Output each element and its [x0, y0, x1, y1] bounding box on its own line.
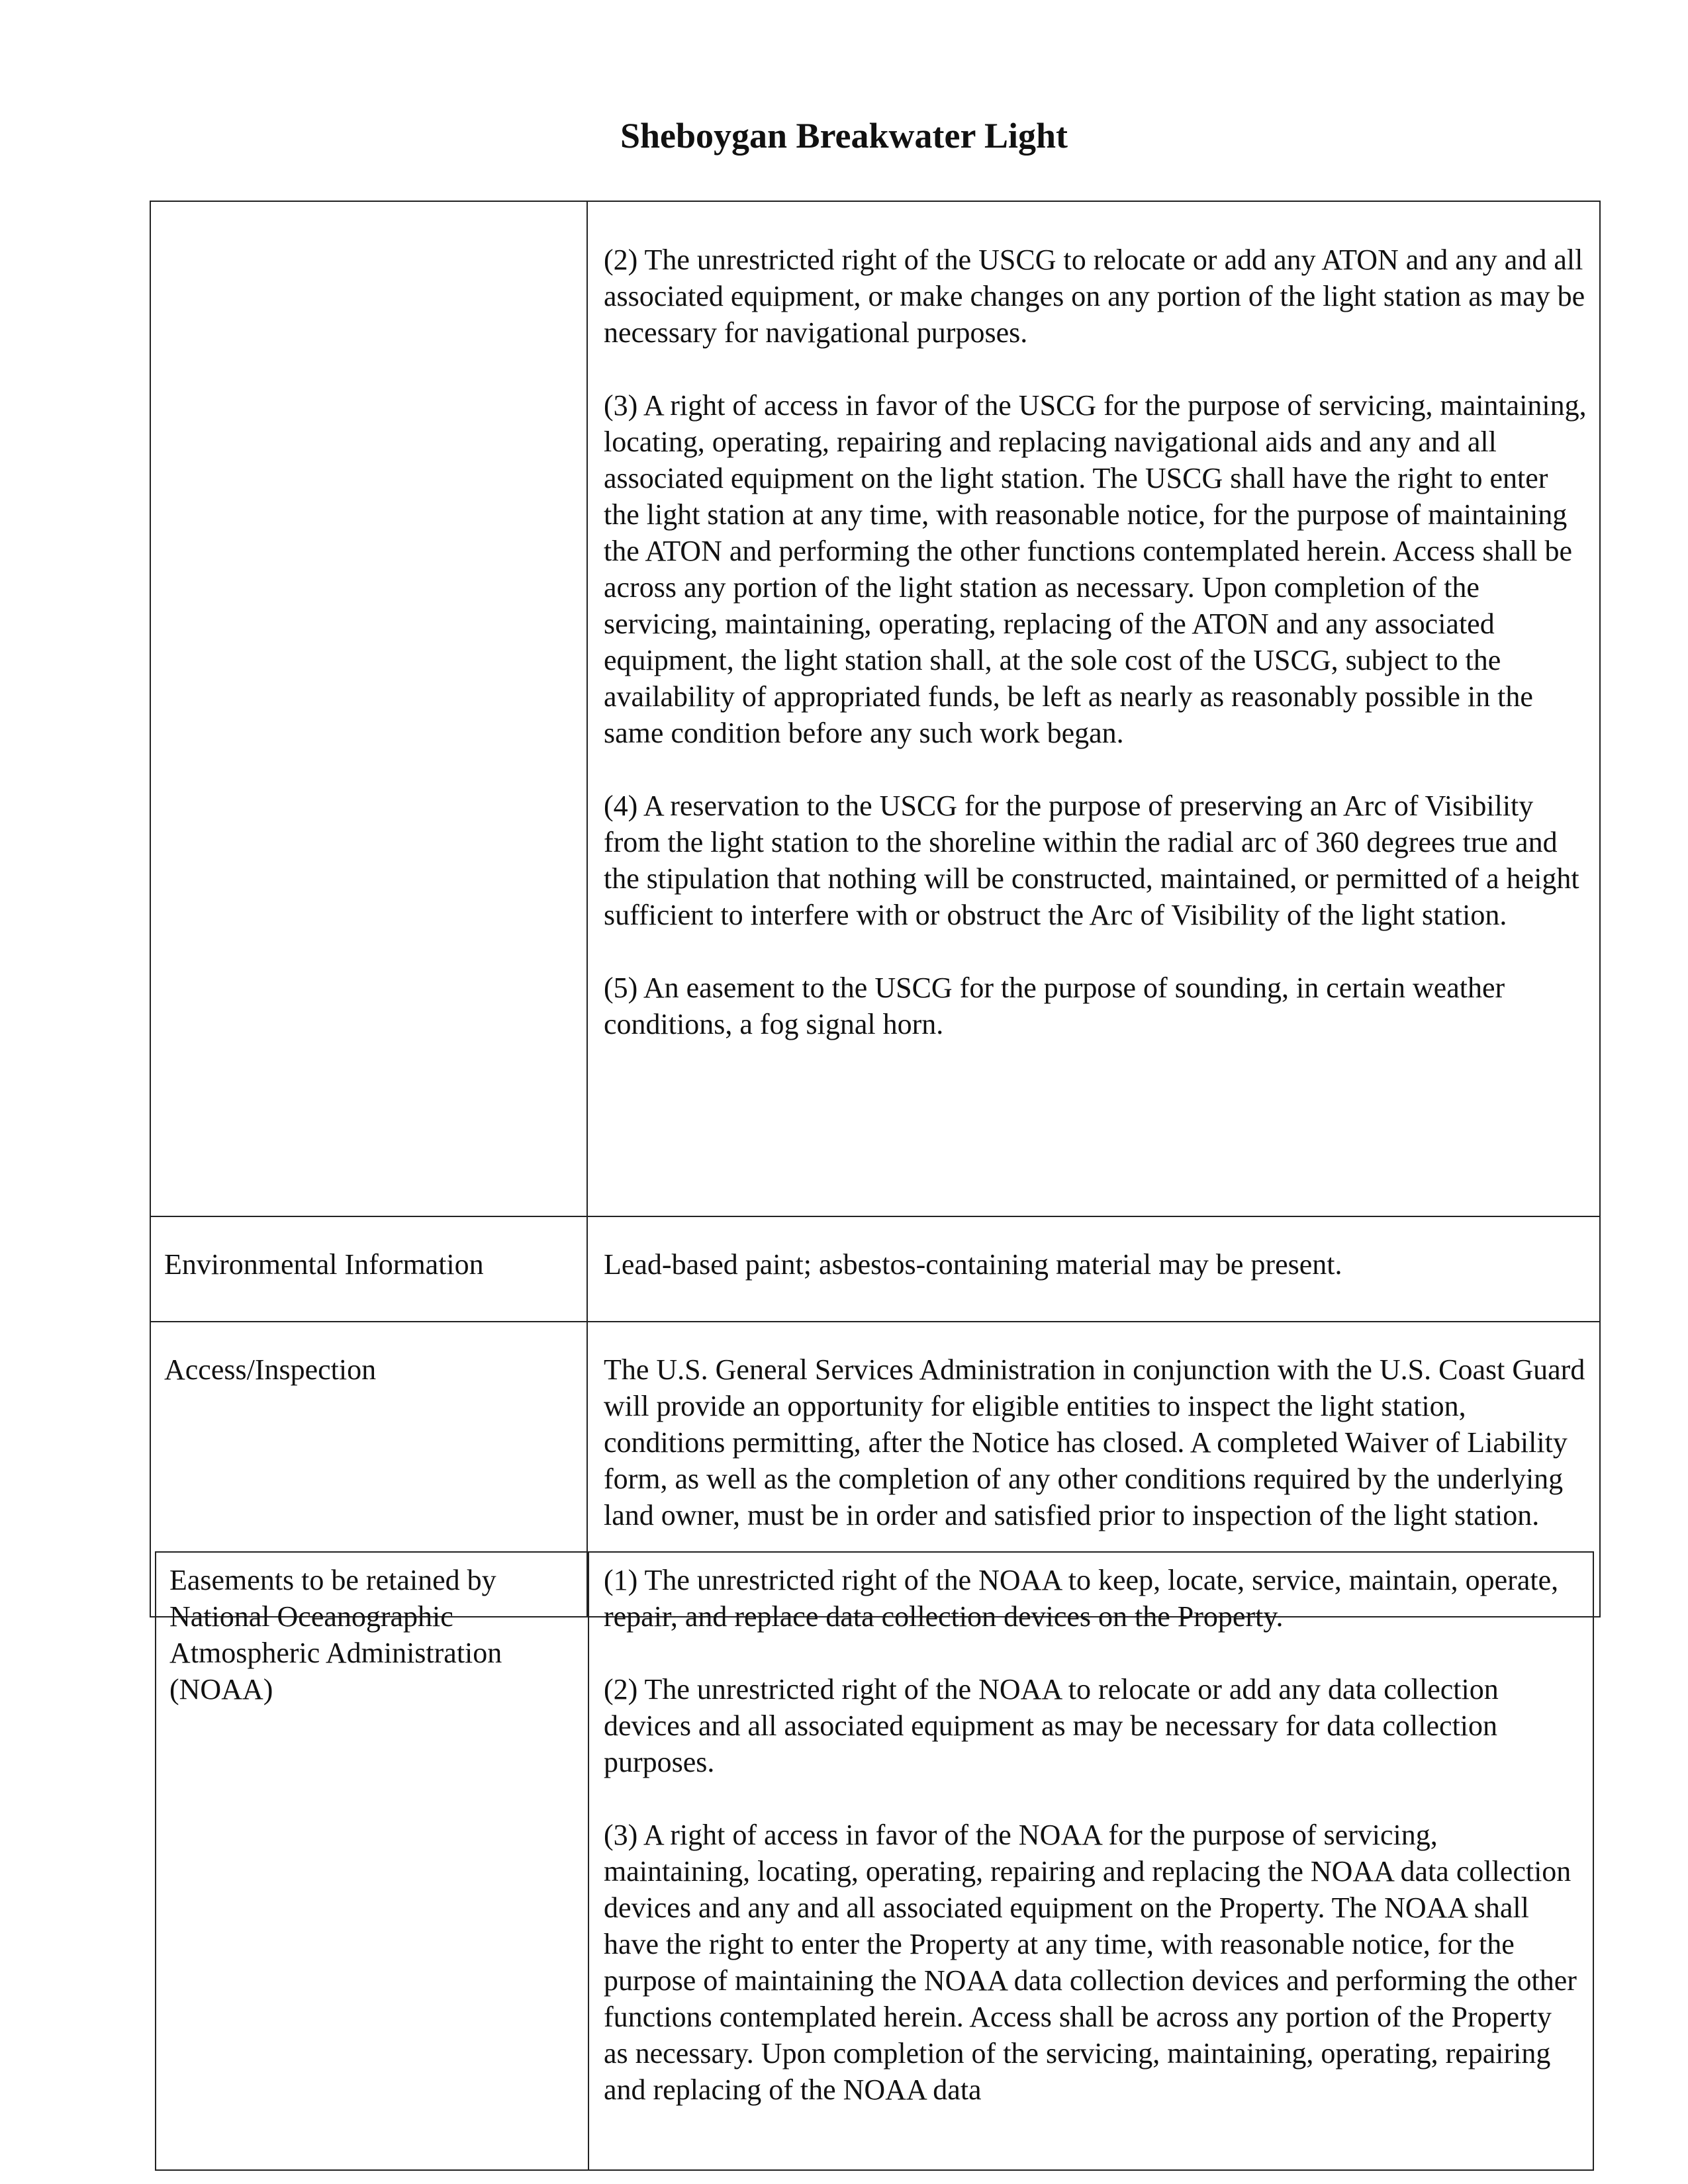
noaa-paragraph-2: (2) The unrestricted right of the NOAA to relocate or add any data collection devices and all associated equipment as may be necessary for data collection purposes. [604, 1673, 1499, 1778]
easement-paragraph-3: (3) A right of access in favor of the USCG for the purpose of servicing, maintaining, locating, operating, repairing and replacing navigational aids and any and all associated equipment on the light station. The USCG shall have the right to enter the light station at any time, with reasonable notice, for the purpose of maintaining the ATON and performing the other functions contemplated herein. Access shall be across any portion of the light station as necessary. Upon completion of the servicing, maintaining, operating, replacing of the ATON and any associated equipment, the light station shall, at the sole cost of the USCG, subject to the availability of appropriated funds, be left as nearly as reasonably possible in the same condition before any such work began. [604, 389, 1587, 749]
property-details-table [150, 201, 1601, 1617]
noaa-paragraph-1: (1) The unrestricted right of the NOAA to keep, locate, service, maintain, operate, repair, and replace data collection devices on the Property. [604, 1564, 1559, 1633]
easement-paragraph-5: (5) An easement to the USCG for the purpose of sounding, in certain weather conditions, a fog signal horn. [604, 972, 1505, 1040]
easement-paragraph-4: (4) A reservation to the USCG for the purpose of preserving an Arc of Visibility from the light station to the shoreline within the radial arc of 360 degrees true and the stipulation that nothing will be constructed, maintained, or permitted of a height sufficient to interfere with or obstruct the Arc of Visibility of the light station. [604, 790, 1579, 931]
table-row [150, 1216, 1600, 1322]
row-label [150, 201, 587, 1216]
environmental-label: Environmental Information [150, 1216, 587, 1322]
noaa-easements-label: Easements to be retained by National Oceanographic Atmospheric Administration (NOAA) [156, 1552, 588, 2170]
easement-paragraph-2: (2) The unrestricted right of the USCG to relocate or add any ATON and any and all associated equipment, or make changes on any portion of the light station as may be necessary for navigational purposes. [604, 244, 1585, 349]
environmental-value: Lead-based paint; asbestos-containing material may be present. [587, 1216, 1600, 1322]
noaa-paragraph-3: (3) A right of access in favor of the NOAA for the purpose of servicing, maintaining, locating, operating, repairing and replacing the NOAA data collection devices and any and all associated equipment on the Property. The NOAA shall have the right to enter the Property at any time, with reasonable notice, for the purpose of maintaining the NOAA data collection devices and performing the other functions contemplated herein. Access shall be across any portion of the Property as necessary. Upon completion of the servicing, maintaining, operating, repairing and replacing of the NOAA data [604, 1819, 1577, 2106]
noaa-easements-table [155, 1551, 1594, 2171]
page-title: Sheboygan Breakwater Light [620, 116, 1068, 156]
table-row [150, 201, 1600, 1216]
table-row [156, 1552, 1593, 2170]
access-inspection-label: Access/Inspection [150, 1322, 587, 1617]
access-inspection-value: The U.S. General Services Administration in conjunction with the U.S. Coast Guard will provide an opportunity for eligible entities to inspect the light station, conditions permitting, after the Notice has closed. A completed Waiver of Liability form, as well as the completion of any other conditions required by the underlying land owner, must be in order and satisfied prior to inspection of the light station. [587, 1322, 1600, 1617]
uscg-easements-cell [587, 201, 1600, 1216]
noaa-easements-cell [588, 1552, 1593, 2170]
